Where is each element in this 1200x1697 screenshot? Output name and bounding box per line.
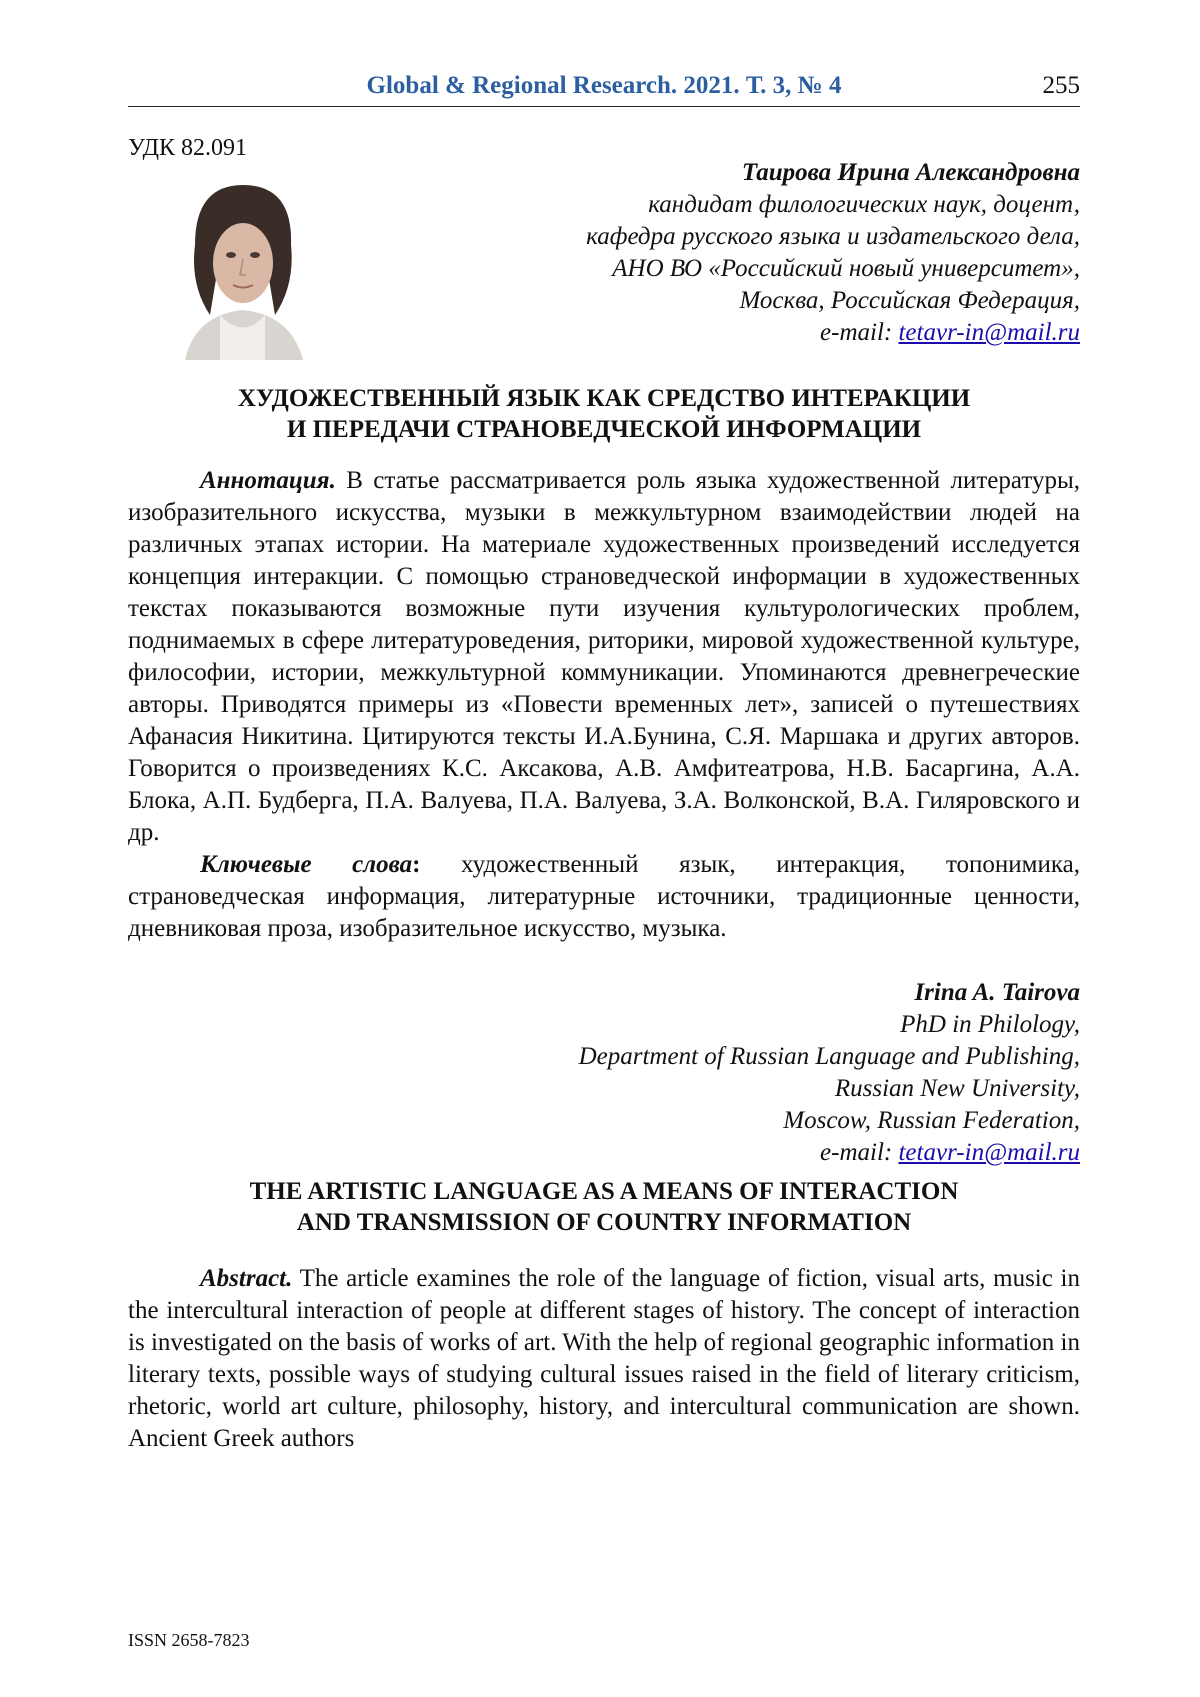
keywords-text-ru: художественный язык, интеракция, топонимика, страноведческая информация, литературные источники, традиционные ценности, дневниковая проза, изобразительное искусство, музыка. <box>128 851 1080 942</box>
author-department-ru: кафедра русского языка и издательского дела, <box>586 223 1080 250</box>
abstract-label-en: Abstract. <box>200 1265 293 1292</box>
keywords-ru <box>128 849 1080 945</box>
abstract-label-ru: Аннотация. <box>200 467 336 494</box>
author-info-ru <box>586 157 1080 349</box>
article-title-en <box>128 1176 1080 1238</box>
abstract-en <box>128 1263 1080 1455</box>
author-university-ru: АНО ВО «Российский новый университет», <box>612 255 1080 282</box>
abstract-block-en <box>128 1263 1080 1455</box>
email-label-ru: e-mail: <box>820 319 899 346</box>
abstract-text-en: The article examines the role of the language of fiction, visual arts, music in the intercultural interaction of people at different stages of history. The concept of interaction is investigated on the basis of works of art. With the help of regional geographic information in literary texts, possible ways of studying cultural issues raised in the field of literary criticism, rhetoric, world art culture, philosophy, history, and intercultural communication are shown. Ancient Greek authors <box>128 1265 1080 1452</box>
author-email-line-ru <box>586 317 1080 349</box>
keywords-colon-ru: : <box>412 851 421 878</box>
title-ru-line1: ХУДОЖЕСТВЕННЫЙ ЯЗЫК КАК СРЕДСТВО ИНТЕРАКЦИИ <box>237 385 971 412</box>
author-university-en: Russian New University, <box>834 1075 1080 1102</box>
email-link-ru[interactable]: tetavr-in@mail.ru <box>898 319 1080 346</box>
email-label-en: e-mail: <box>820 1139 899 1166</box>
abstract-block-ru <box>128 465 1080 945</box>
title-ru-line2: И ПЕРЕДАЧИ СТРАНОВЕДЧЕСКОЙ ИНФОРМАЦИИ <box>286 416 922 443</box>
author-city-en: Moscow, Russian Federation, <box>783 1107 1080 1134</box>
keywords-label-ru: Ключевые слова <box>200 851 413 878</box>
author-degree-en: PhD in Philology, <box>900 1011 1080 1038</box>
author-info-en <box>579 977 1080 1169</box>
abstract-ru <box>128 465 1080 849</box>
page-number: 255 <box>1042 72 1080 99</box>
title-en-line1: THE ARTISTIC LANGUAGE AS A MEANS OF INTERACTION <box>249 1178 959 1205</box>
abstract-text-ru: В статье рассматривается роль языка художественной литературы, изобразительного искусства, музыки в межкультурном взаимодействии людей на различных этапах истории. На материале художественных произведений исследуется концепция интеракции. С помощью страноведческой информации в художественных текстах показываются возможные пути изучения культурологических проблем, поднимаемых в сфере литературоведения, риторики, мировой художественной культуре, философии, истории, межкультурной коммуникации. Упоминаются древнегреческие авторы. Приводятся примеры из «Повести временных лет», записей о путешествиях Афанасия Никитина. Цитируются тексты И.А.Бунина, С.Я. Маршака и других авторов. Говорится о произведениях К.С. Аксакова, А.В. Амфитеатрова, Н.В. Басаргина, А.А. Блока, А.П. Будберга, П.А. Валуева, П.А. Валуева, З.А. Волконской, В.А. Гиляровского и др. <box>128 467 1080 846</box>
author-name-en: Irina A. Tairova <box>914 979 1080 1006</box>
author-email-line-en <box>579 1137 1080 1169</box>
journal-title: Global & Regional Research. 2021. Т. 3, № 4 <box>366 72 842 99</box>
issn-footer: ISSN 2658-7823 <box>128 1630 250 1650</box>
title-en-line2: AND TRANSMISSION OF COUNTRY INFORMATION <box>296 1209 912 1236</box>
email-link-en[interactable]: tetavr-in@mail.ru <box>898 1139 1080 1166</box>
running-header <box>128 68 1080 107</box>
author-name-ru: Таирова Ирина Александровна <box>741 159 1080 186</box>
article-title-ru <box>128 383 1080 445</box>
author-department-en: Department of Russian Language and Publishing, <box>578 1043 1080 1070</box>
author-degree-ru: кандидат филологических наук, доцент, <box>648 191 1080 218</box>
author-city-ru: Москва, Российская Федерация, <box>739 287 1080 314</box>
author-photo <box>165 175 320 360</box>
udc-code: УДК 82.091 <box>128 135 247 161</box>
